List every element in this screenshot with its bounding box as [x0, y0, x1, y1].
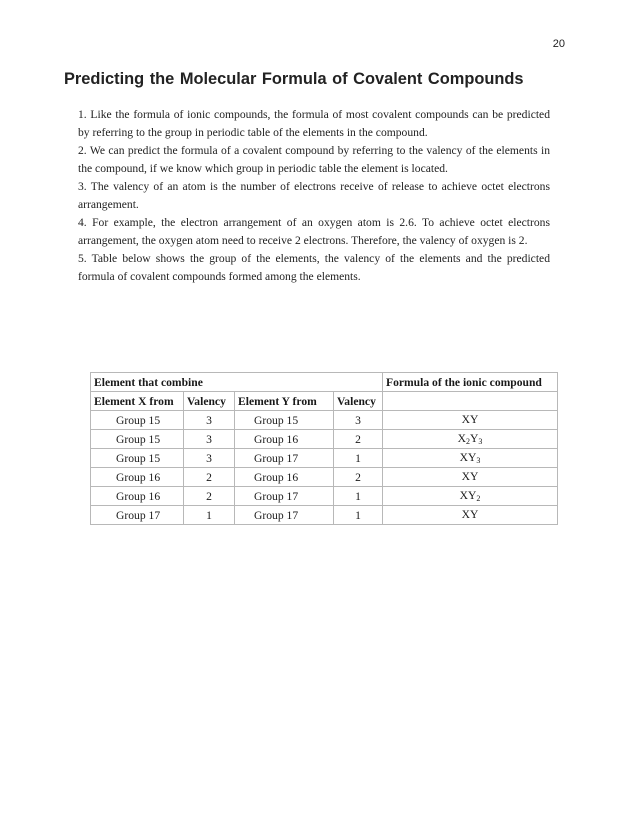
cell-formula: [383, 506, 558, 525]
cell-element-x: Group 16: [91, 468, 184, 487]
cell-valency-x: 1: [184, 506, 235, 525]
cell-valency-x: 3: [184, 411, 235, 430]
formula-subscript-1: 2: [466, 437, 470, 446]
table-header-row-1: [91, 373, 558, 392]
formula-subscript-1: 3: [476, 456, 481, 465]
header-element-y: Element Y from: [235, 392, 334, 411]
table-row: [91, 506, 558, 525]
cell-valency-y: 2: [334, 430, 383, 449]
table-row: [91, 411, 558, 430]
table-header-row-2: [91, 392, 558, 411]
table-row: [91, 430, 558, 449]
formula-subscript-2: 3: [478, 437, 483, 446]
header-element-that-combine: Element that combine: [91, 373, 383, 392]
cell-valency-x: 3: [184, 449, 235, 468]
cell-valency-y: 1: [334, 449, 383, 468]
formula-base: XY: [461, 508, 479, 521]
header-formula-blank: [383, 392, 558, 411]
cell-valency-y: 1: [334, 506, 383, 525]
cell-valency-y: 2: [334, 468, 383, 487]
table-row: [91, 487, 558, 506]
cell-element-x: Group 16: [91, 487, 184, 506]
paragraph-2: 2. We can predict the formula of a covalent compound by referring to the valency of the elements in the compound, if we know which group in periodic table the element is located.: [78, 144, 550, 175]
cell-valency-y: 3: [334, 411, 383, 430]
formula-base: XY: [459, 489, 477, 502]
formula-mid: Y: [470, 432, 479, 445]
formula-base: XY: [461, 413, 479, 426]
paragraph-4: 4. For example, the electron arrangement of an oxygen atom is 2.6. To achieve octet electrons arrangement, the oxygen atom need to receive 2 electrons. Therefore, the valency of oxygen is 2.: [78, 216, 550, 247]
header-valency-y: Valency: [334, 392, 383, 411]
paragraph-1: 1. Like the formula of ionic compounds, the formula of most covalent compounds can be predicted by referring to the group in periodic table of the elements in the compound.: [78, 108, 550, 139]
valency-table-container: [90, 372, 558, 525]
cell-formula: [383, 411, 558, 430]
page-title: Predicting the Molecular Formula of Covalent Compounds: [64, 70, 524, 88]
cell-element-y: Group 16: [235, 430, 334, 449]
cell-element-x: Group 15: [91, 411, 184, 430]
cell-valency-x: 2: [184, 468, 235, 487]
cell-element-y: Group 15: [235, 411, 334, 430]
cell-element-x: Group 17: [91, 506, 184, 525]
cell-formula: [383, 430, 558, 449]
page-number: 20: [552, 38, 565, 50]
cell-valency-y: 1: [334, 487, 383, 506]
header-element-x: Element X from: [91, 392, 184, 411]
table-row: [91, 468, 558, 487]
table-body: [91, 411, 558, 525]
cell-valency-x: 2: [184, 487, 235, 506]
valency-table: [90, 372, 558, 525]
cell-element-y: Group 17: [235, 506, 334, 525]
table-row: [91, 449, 558, 468]
paragraph-5: 5. Table below shows the group of the elements, the valency of the elements and the predicted formula of covalent compounds formed among the elements.: [78, 252, 550, 283]
formula-base: XY: [461, 470, 479, 483]
cell-formula: [383, 468, 558, 487]
formula-base: X: [457, 432, 466, 445]
paragraph-3: 3. The valency of an atom is the number of electrons receive of release to achieve octet electrons arrangement.: [78, 180, 550, 211]
formula-subscript-1: 2: [476, 494, 481, 503]
cell-element-x: Group 15: [91, 430, 184, 449]
cell-element-y: Group 17: [235, 449, 334, 468]
cell-element-y: Group 17: [235, 487, 334, 506]
body-text: [78, 106, 550, 286]
cell-element-y: Group 16: [235, 468, 334, 487]
header-formula: Formula of the ionic compound: [383, 373, 558, 392]
cell-formula: [383, 487, 558, 506]
cell-valency-x: 3: [184, 430, 235, 449]
formula-base: XY: [459, 451, 477, 464]
header-valency-x: Valency: [184, 392, 235, 411]
cell-element-x: Group 15: [91, 449, 184, 468]
cell-formula: [383, 449, 558, 468]
